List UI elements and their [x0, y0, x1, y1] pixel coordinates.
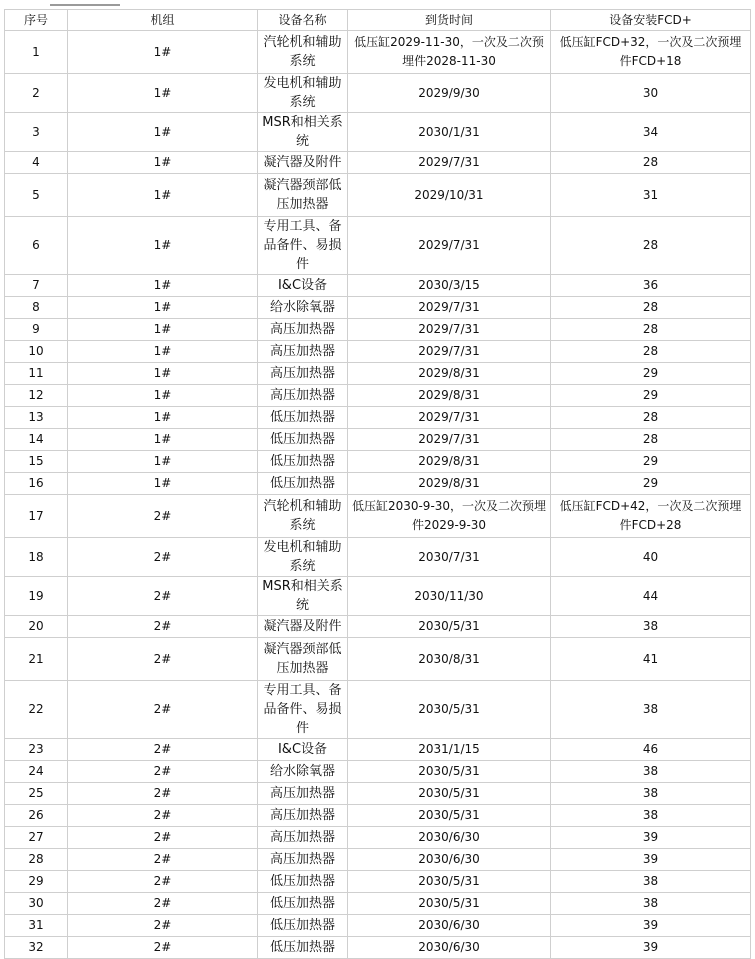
- cell-delivery-time: 2029/7/31: [348, 217, 551, 275]
- cell-equipment-name: 凝汽器颈部低压加热器: [258, 174, 348, 217]
- cell-delivery-time: 2029/8/31: [348, 473, 551, 495]
- cell-install-fcd: 30: [551, 74, 751, 113]
- cell-unit: 1#: [68, 341, 258, 363]
- cell-equipment-name: 高压加热器: [258, 827, 348, 849]
- cell-equipment-name: 低压加热器: [258, 893, 348, 915]
- cell-install-fcd: 41: [551, 638, 751, 681]
- cell-unit: 1#: [68, 275, 258, 297]
- header-no: 序号: [5, 10, 68, 31]
- cell-install-fcd: 39: [551, 849, 751, 871]
- cell-no: 7: [5, 275, 68, 297]
- cell-equipment-name: 高压加热器: [258, 341, 348, 363]
- cell-unit: 1#: [68, 363, 258, 385]
- cell-no: 27: [5, 827, 68, 849]
- cell-no: 9: [5, 319, 68, 341]
- cell-no: 10: [5, 341, 68, 363]
- cell-equipment-name: 低压加热器: [258, 937, 348, 959]
- cell-no: 19: [5, 577, 68, 616]
- cell-no: 3: [5, 113, 68, 152]
- cell-no: 14: [5, 429, 68, 451]
- table-row: [5, 805, 751, 827]
- cell-install-fcd: 44: [551, 577, 751, 616]
- table-row: [5, 616, 751, 638]
- cell-no: 18: [5, 538, 68, 577]
- cell-unit: 1#: [68, 74, 258, 113]
- cell-delivery-time: 2029/7/31: [348, 429, 551, 451]
- cell-unit: 2#: [68, 893, 258, 915]
- clipped-text-fragment: [50, 0, 120, 9]
- cell-delivery-time: 2030/5/31: [348, 805, 551, 827]
- cell-delivery-time: 2029/7/31: [348, 407, 551, 429]
- cell-install-fcd: 39: [551, 937, 751, 959]
- table-row: [5, 915, 751, 937]
- cell-delivery-time: 2029/10/31: [348, 174, 551, 217]
- table-row: [5, 407, 751, 429]
- cell-delivery-time: 2029/8/31: [348, 385, 551, 407]
- cell-equipment-name: 汽轮机和辅助系统: [258, 31, 348, 74]
- cell-delivery-time: 2029/8/31: [348, 451, 551, 473]
- cell-equipment-name: 低压加热器: [258, 915, 348, 937]
- table-row: [5, 893, 751, 915]
- cell-no: 26: [5, 805, 68, 827]
- cell-unit: 2#: [68, 871, 258, 893]
- cell-equipment-name: 发电机和辅助系统: [258, 74, 348, 113]
- header-unit: 机组: [68, 10, 258, 31]
- cell-unit: 2#: [68, 783, 258, 805]
- cell-delivery-time: 低压缸2029-11-30，一次及二次预埋件2028-11-30: [348, 31, 551, 74]
- cell-equipment-name: MSR和相关系统: [258, 113, 348, 152]
- cell-install-fcd: 38: [551, 783, 751, 805]
- cell-unit: 1#: [68, 31, 258, 74]
- cell-equipment-name: 汽轮机和辅助系统: [258, 495, 348, 538]
- cell-unit: 1#: [68, 319, 258, 341]
- cell-unit: 2#: [68, 616, 258, 638]
- header-install-fcd: 设备安装FCD+: [551, 10, 751, 31]
- cell-delivery-time: 低压缸2030-9-30，一次及二次预埋件2029-9-30: [348, 495, 551, 538]
- cell-no: 23: [5, 739, 68, 761]
- table-row: [5, 638, 751, 681]
- cell-unit: 1#: [68, 407, 258, 429]
- cell-install-fcd: 28: [551, 407, 751, 429]
- cell-delivery-time: 2030/11/30: [348, 577, 551, 616]
- cell-equipment-name: 凝汽器及附件: [258, 616, 348, 638]
- cell-no: 11: [5, 363, 68, 385]
- cell-delivery-time: 2029/8/31: [348, 363, 551, 385]
- table-body: [5, 31, 751, 959]
- cell-install-fcd: 46: [551, 739, 751, 761]
- cell-delivery-time: 2030/5/31: [348, 681, 551, 739]
- cell-unit: 2#: [68, 761, 258, 783]
- cell-unit: 2#: [68, 937, 258, 959]
- cell-install-fcd: 34: [551, 113, 751, 152]
- cell-unit: 2#: [68, 681, 258, 739]
- cell-equipment-name: 低压加热器: [258, 407, 348, 429]
- cell-no: 31: [5, 915, 68, 937]
- cell-no: 15: [5, 451, 68, 473]
- cell-install-fcd: 28: [551, 297, 751, 319]
- table-row: [5, 849, 751, 871]
- table-row: [5, 74, 751, 113]
- table-row: [5, 385, 751, 407]
- cell-equipment-name: 高压加热器: [258, 783, 348, 805]
- cell-delivery-time: 2029/7/31: [348, 152, 551, 174]
- cell-equipment-name: 低压加热器: [258, 871, 348, 893]
- cell-unit: 2#: [68, 538, 258, 577]
- cell-no: 17: [5, 495, 68, 538]
- cell-unit: 1#: [68, 473, 258, 495]
- table-row: [5, 341, 751, 363]
- cell-delivery-time: 2030/6/30: [348, 937, 551, 959]
- header-delivery-time: 到货时间: [348, 10, 551, 31]
- cell-equipment-name: I&C设备: [258, 275, 348, 297]
- cell-delivery-time: 2030/5/31: [348, 783, 551, 805]
- table-row: [5, 297, 751, 319]
- cell-install-fcd: 29: [551, 473, 751, 495]
- cell-install-fcd: 29: [551, 451, 751, 473]
- cell-unit: 1#: [68, 297, 258, 319]
- table-row: [5, 363, 751, 385]
- cell-install-fcd: 38: [551, 761, 751, 783]
- table-row: [5, 827, 751, 849]
- cell-no: 5: [5, 174, 68, 217]
- table-row: [5, 174, 751, 217]
- document: [4, 9, 750, 959]
- cell-install-fcd: 28: [551, 152, 751, 174]
- cell-equipment-name: 凝汽器颈部低压加热器: [258, 638, 348, 681]
- table-row: [5, 783, 751, 805]
- cell-delivery-time: 2030/8/31: [348, 638, 551, 681]
- table-row: [5, 577, 751, 616]
- cell-install-fcd: 38: [551, 871, 751, 893]
- cell-equipment-name: 专用工具、备品备件、易损件: [258, 681, 348, 739]
- table-row: [5, 538, 751, 577]
- cell-install-fcd: 29: [551, 385, 751, 407]
- table-row: [5, 761, 751, 783]
- cell-delivery-time: 2029/7/31: [348, 297, 551, 319]
- cell-no: 16: [5, 473, 68, 495]
- table-row: [5, 275, 751, 297]
- table-row: [5, 473, 751, 495]
- cell-unit: 1#: [68, 217, 258, 275]
- cell-delivery-time: 2029/9/30: [348, 74, 551, 113]
- cell-delivery-time: 2030/1/31: [348, 113, 551, 152]
- cell-equipment-name: 低压加热器: [258, 451, 348, 473]
- equipment-delivery-table: [4, 9, 751, 959]
- cell-equipment-name: 凝汽器及附件: [258, 152, 348, 174]
- table-row: [5, 871, 751, 893]
- cell-install-fcd: 28: [551, 319, 751, 341]
- table-row: [5, 217, 751, 275]
- cell-equipment-name: 给水除氧器: [258, 761, 348, 783]
- cell-no: 1: [5, 31, 68, 74]
- cell-unit: 2#: [68, 827, 258, 849]
- cell-no: 29: [5, 871, 68, 893]
- cell-unit: 2#: [68, 495, 258, 538]
- header-row: [5, 10, 751, 31]
- cell-delivery-time: 2030/6/30: [348, 827, 551, 849]
- cell-install-fcd: 低压缸FCD+42，一次及二次预埋件FCD+28: [551, 495, 751, 538]
- cell-install-fcd: 38: [551, 805, 751, 827]
- cell-delivery-time: 2029/7/31: [348, 319, 551, 341]
- table-row: [5, 451, 751, 473]
- cell-install-fcd: 低压缸FCD+32，一次及二次预埋件FCD+18: [551, 31, 751, 74]
- cell-equipment-name: 高压加热器: [258, 385, 348, 407]
- cell-unit: 1#: [68, 451, 258, 473]
- cell-delivery-time: 2030/5/31: [348, 761, 551, 783]
- cell-install-fcd: 29: [551, 363, 751, 385]
- cell-equipment-name: 高压加热器: [258, 849, 348, 871]
- cell-install-fcd: 39: [551, 915, 751, 937]
- cell-unit: 1#: [68, 385, 258, 407]
- cell-delivery-time: 2030/5/31: [348, 616, 551, 638]
- cell-equipment-name: 高压加热器: [258, 363, 348, 385]
- cell-unit: 2#: [68, 805, 258, 827]
- cell-install-fcd: 28: [551, 429, 751, 451]
- table-row: [5, 113, 751, 152]
- cell-equipment-name: 低压加热器: [258, 429, 348, 451]
- cell-unit: 1#: [68, 152, 258, 174]
- cell-no: 30: [5, 893, 68, 915]
- cell-delivery-time: 2030/6/30: [348, 849, 551, 871]
- cell-equipment-name: I&C设备: [258, 739, 348, 761]
- cell-unit: 2#: [68, 915, 258, 937]
- cell-equipment-name: MSR和相关系统: [258, 577, 348, 616]
- cell-delivery-time: 2030/7/31: [348, 538, 551, 577]
- cell-install-fcd: 39: [551, 827, 751, 849]
- cell-install-fcd: 38: [551, 893, 751, 915]
- cell-no: 28: [5, 849, 68, 871]
- cell-install-fcd: 38: [551, 616, 751, 638]
- cell-equipment-name: 高压加热器: [258, 319, 348, 341]
- cell-no: 24: [5, 761, 68, 783]
- cell-delivery-time: 2030/3/15: [348, 275, 551, 297]
- cell-unit: 1#: [68, 113, 258, 152]
- table-row: [5, 429, 751, 451]
- cell-install-fcd: 36: [551, 275, 751, 297]
- cell-delivery-time: 2030/5/31: [348, 871, 551, 893]
- cell-no: 25: [5, 783, 68, 805]
- cell-delivery-time: 2031/1/15: [348, 739, 551, 761]
- cell-install-fcd: 38: [551, 681, 751, 739]
- cell-delivery-time: 2030/5/31: [348, 893, 551, 915]
- cell-delivery-time: 2030/6/30: [348, 915, 551, 937]
- cell-unit: 2#: [68, 739, 258, 761]
- table-row: [5, 681, 751, 739]
- cell-unit: 1#: [68, 429, 258, 451]
- cell-unit: 2#: [68, 849, 258, 871]
- cell-no: 20: [5, 616, 68, 638]
- table-row: [5, 739, 751, 761]
- cell-equipment-name: 高压加热器: [258, 805, 348, 827]
- cell-equipment-name: 给水除氧器: [258, 297, 348, 319]
- cell-install-fcd: 28: [551, 217, 751, 275]
- cell-equipment-name: 低压加热器: [258, 473, 348, 495]
- cell-install-fcd: 28: [551, 341, 751, 363]
- table-header: [5, 10, 751, 31]
- table-row: [5, 495, 751, 538]
- table-row: [5, 319, 751, 341]
- cell-install-fcd: 31: [551, 174, 751, 217]
- cell-no: 4: [5, 152, 68, 174]
- table-row: [5, 937, 751, 959]
- header-equipment-name: 设备名称: [258, 10, 348, 31]
- cell-no: 32: [5, 937, 68, 959]
- cell-no: 8: [5, 297, 68, 319]
- cell-unit: 2#: [68, 638, 258, 681]
- cell-no: 2: [5, 74, 68, 113]
- cell-delivery-time: 2029/7/31: [348, 341, 551, 363]
- cell-unit: 2#: [68, 577, 258, 616]
- cell-no: 22: [5, 681, 68, 739]
- table-row: [5, 152, 751, 174]
- cell-unit: 1#: [68, 174, 258, 217]
- table-row: [5, 31, 751, 74]
- cell-no: 12: [5, 385, 68, 407]
- cell-equipment-name: 发电机和辅助系统: [258, 538, 348, 577]
- cell-no: 13: [5, 407, 68, 429]
- cell-no: 6: [5, 217, 68, 275]
- cell-equipment-name: 专用工具、备品备件、易损件: [258, 217, 348, 275]
- cell-no: 21: [5, 638, 68, 681]
- cell-install-fcd: 40: [551, 538, 751, 577]
